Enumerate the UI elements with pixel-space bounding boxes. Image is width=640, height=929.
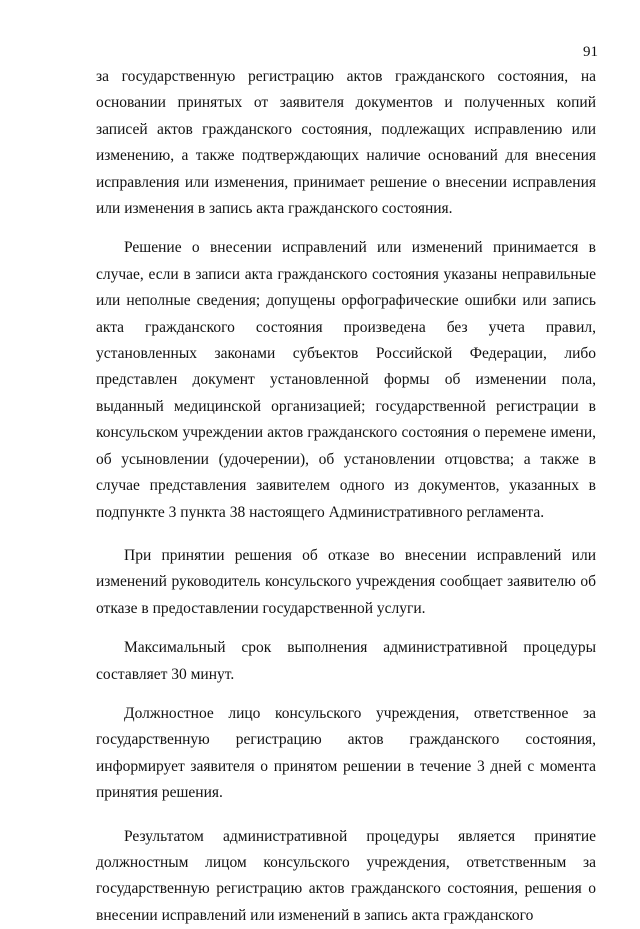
paragraph-continuation: за государственную регистрацию актов гражданского состояния, на основании принятых от заявителя документов и полученных копий записей актов гражданского состояния, подлежащих исправлению или изменению, а также подтверждающих наличие оснований для внесения исправления или изменения, принимает решение о внесении исправления или изменения в запись акта гражданского состояния.: [96, 68, 596, 218]
paragraph-official-informs: Должностное лицо консульского учреждения, ответственное за государственную регистрацию актов гражданского состояния, информирует заявителя о принятом решении в течение 3 дней с момента принятия решения.: [96, 704, 596, 802]
document-body: [96, 64, 596, 929]
paragraph-refusal: При принятии решения об отказе во внесении исправлений или изменений руководитель консульского учреждения сообщает заявителю об отказе в предоставлении государственной услуги.: [96, 546, 596, 617]
paragraph-result: Результатом административной процедуры является принятие должностным лицом консульского учреждения, ответственным за государственную регистрацию актов гражданского состояния, решения о внесении исправлений или изменений в запись акта гражданского: [96, 827, 596, 924]
paragraph-decision-conditions: Решение о внесении исправлений или изменений принимается в случае, если в записи акта гражданского состояния указаны неправильные или неполные сведения; допущены орфографические ошибки или запись акта гражданского состояния произведена без учета правил, установленных законами субъектов Российской Федерации, либо представлен документ установленной формы об изменении пола, выданный медицинской организацией; государственной регистрации в консульском учреждении актов гражданского состояния о перемене имени, об усыновлении (удочерении), об установлении отцовства; а также в случае представления заявителем одного из документов, указанных в подпункте 3 пункта 38 настоящего Административного регламента.: [96, 239, 596, 521]
paragraph-max-duration: Максимальный срок выполнения административной процедуры составляет 30 минут.: [96, 639, 596, 683]
page-number: 91: [583, 44, 598, 60]
